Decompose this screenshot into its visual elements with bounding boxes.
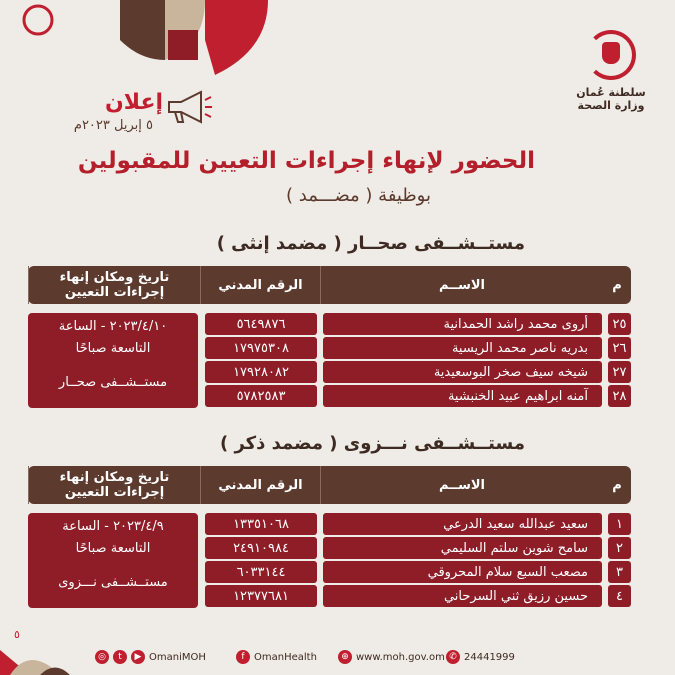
footer [0,648,675,668]
row-name: شيخه سيف صخر البوسعيدية [323,361,602,383]
announcement-label: إعلان [105,90,164,115]
footer-phone-number: 24441999 [464,651,515,663]
youtube-icon[interactable]: ▶ [131,650,145,664]
row-civil: ١٧٩٢٨٠٨٢ [205,361,317,383]
row-civil: ٥٦٤٩٨٧٦ [205,313,317,335]
phone-icon[interactable]: ✆ [446,650,460,664]
col-header-civil: الرقم المدني [200,266,320,304]
col-header-num: م [612,477,622,493]
row-civil: ١٣٣٥١٠٦٨ [205,513,317,535]
page-subtitle: بوظيفة ( مضـــمد ) [286,185,431,206]
facebook-icon[interactable]: f [236,650,250,664]
footer-social-handle: OmaniMOH [149,651,206,663]
table-body [28,513,631,608]
row-civil: ١٢٣٧٧٦٨١ [205,585,317,607]
date-time-line: ٢٠٢٣/٤/١٠ - الساعة [58,319,168,334]
row-num: ٢٥ [608,313,631,335]
row-num: ٢٧ [608,361,631,383]
announcement-date: ٥ إبريل ٢٠٢٣م [73,118,153,133]
row-civil: ٦٠٣٣١٤٤ [205,561,317,583]
row-name: أروى محمد راشد الحمدانية [323,313,602,335]
row-num: ٢٦ [608,337,631,359]
row-name: سامح شوين سلتم السليمي [323,537,602,559]
decorative-shapes-top-left [0,0,280,80]
globe-icon[interactable]: ⊕ [338,650,352,664]
place-line: مستــشــفى صحــار [58,375,168,390]
col-header-name: الاســم [320,266,603,304]
section-heading-nizwa: مستــشــفى نـــزوى ( مضمد ذكر ) [219,433,525,454]
announcement-block [45,88,215,138]
row-civil: ٢٤٩١٠٩٨٤ [205,537,317,559]
moh-emblem-icon [586,30,636,80]
col-header-date-place: تاريخ ومكان إنهاء إجراءات التعيين [28,266,200,304]
col-header-date-place: تاريخ ومكان إنهاء إجراءات التعيين [28,466,200,504]
col-header-num: م [612,277,622,293]
date-place-block [28,513,198,608]
table-header [28,266,631,304]
row-name: آمنه ابراهيم عبيد الخنبشية [323,385,602,407]
row-num: ٢٨ [608,385,631,407]
row-civil: ١٧٩٧٥٣٠٨ [205,337,317,359]
col-header-civil: الرقم المدني [200,466,320,504]
footer-facebook-handle: OmanHealth [254,651,317,663]
row-num: ١ [608,513,631,535]
row-civil: ٥٧٨٢٥٨٣ [205,385,317,407]
table-header [28,466,631,504]
logo-line-1: سلطنة عُمان [576,86,646,99]
megaphone-icon [163,88,213,128]
date-place-block [28,313,198,408]
table-body [28,313,631,408]
ministry-logo [575,30,647,112]
page-title: الحضور لإنهاء إجراءات التعيين للمقبولين [77,148,535,174]
row-num: ٣ [608,561,631,583]
row-name: سعيد عبدالله سعيد الدرعي [323,513,602,535]
row-num: ٢ [608,537,631,559]
instagram-icon[interactable]: ◎ [95,650,109,664]
footer-website-url: www.moh.gov.om [356,651,445,663]
col-header-name: الاســم [320,466,603,504]
date-time-line: ٢٠٢٣/٤/٩ - الساعة [62,519,164,534]
row-name: بدريه ناصر محمد الريسية [323,337,602,359]
page-number: ٥ [14,628,20,641]
row-num: ٤ [608,585,631,607]
footer-social[interactable] [95,648,206,666]
section-heading-sohar: مستــشــفى صحــار ( مضمد إنثى ) [216,233,525,254]
time-line: التاسعة صباحًا [75,341,151,356]
row-name: مصعب السبع سلام المحروقي [323,561,602,583]
footer-website[interactable] [338,648,445,666]
footer-facebook[interactable] [236,648,317,666]
time-line: التاسعة صباحًا [75,541,151,556]
row-name: حسين رزيق ثني السرحاني [323,585,602,607]
place-line: مستــشــفى نـــزوى [58,575,168,590]
twitter-icon[interactable]: t [113,650,127,664]
logo-line-2: وزارة الصحة [577,99,645,112]
footer-phone[interactable] [446,648,515,666]
